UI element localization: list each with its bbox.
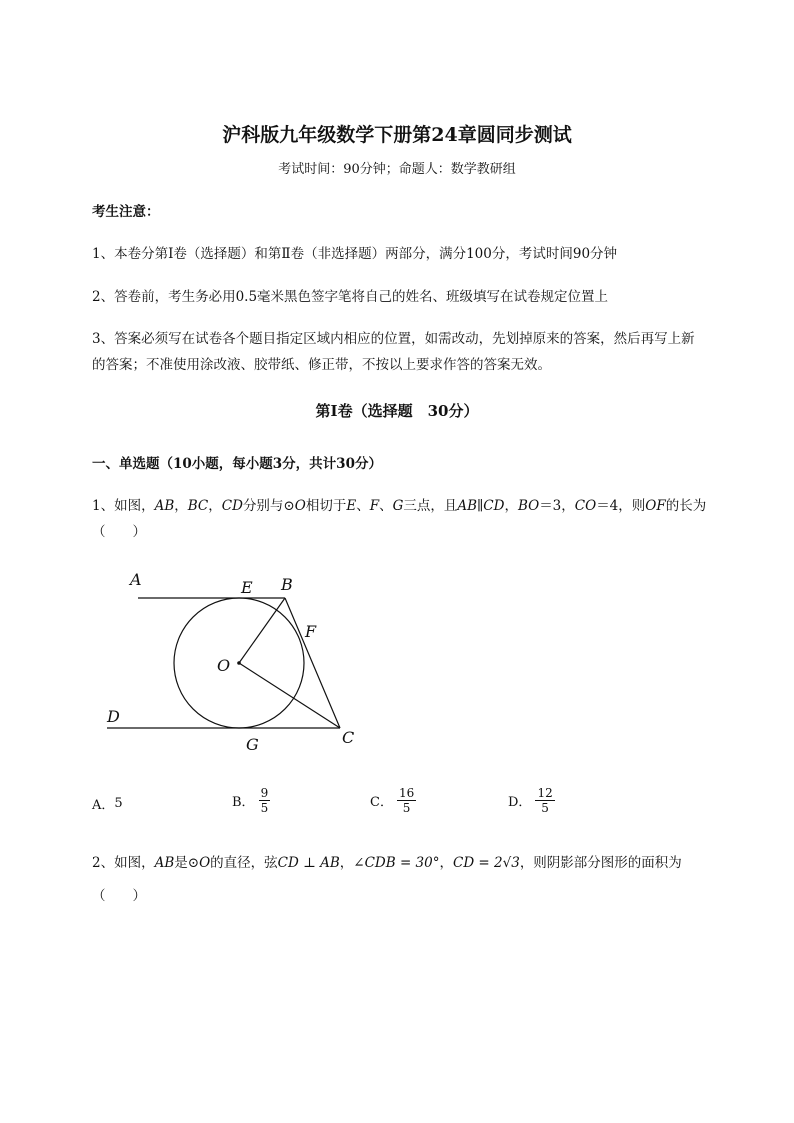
notice-heading: 考生注意： <box>92 204 160 220</box>
label-f: F <box>305 622 317 641</box>
page-title: 沪科版九年级数学下册第24章圆同步测试 <box>222 124 572 146</box>
section-title: 第Ⅰ卷（选择题 30分） <box>315 402 479 420</box>
label-c: C <box>342 728 355 747</box>
segment-oc <box>239 663 340 728</box>
option-c[interactable]: C． $\frac{16}{5}$ <box>370 786 415 815</box>
center-point <box>237 661 241 665</box>
part-heading: 一、单选题（10小题，每小题3分，共计30分） <box>92 456 382 472</box>
label-o: O <box>217 656 231 675</box>
notice-item-2: 2、答卷前，考生务必用0.5毫米黑色签字笔将自己的姓名、班级填写在试卷规定位置上 <box>92 289 609 305</box>
exam-info: 考试时间：90分钟；命题人：数学教研组 <box>278 162 516 177</box>
option-a[interactable]: A． 5 <box>92 796 123 813</box>
option-c-fraction: $\frac{16}{5}$ <box>398 786 415 815</box>
notice-item-3: 3、答案必须写在试卷各个题目指定区域内相应的位置，如需改动，先划掉原来的答案，然后再写上新 <box>92 331 695 347</box>
question-2-blank: （ ） <box>92 888 146 904</box>
label-d: D <box>107 707 120 726</box>
question-2-text: 2、如图，AB是⊙O的直径，弦CD ⊥ AB，∠CDB = 30°，CD = 2√3，则阴影部分图形的面积为 <box>92 855 682 871</box>
label-g: G <box>246 735 259 754</box>
question-1-figure <box>95 565 375 760</box>
label-b: B <box>281 575 293 594</box>
option-b[interactable]: B． $\frac{9}{5}$ <box>232 786 269 815</box>
label-a: A <box>130 570 142 589</box>
option-d-fraction: $\frac{12}{5}$ <box>537 786 553 815</box>
option-d[interactable]: D． $\frac{12}{5}$ <box>508 786 553 815</box>
tangent-line-bc <box>285 598 340 728</box>
question-1-text: 1、如图，AB，BC，CD分别与⊙O相切于E、F、G三点，且AB∥CD，BO＝3，CO＝4，则OF的长为 <box>92 498 707 514</box>
notice-item-1: 1、本卷分第Ⅰ卷（选择题）和第Ⅱ卷（非选择题）两部分，满分100分，考试时间90分钟 <box>92 246 618 262</box>
label-e: E <box>241 578 253 597</box>
option-b-fraction: $\frac{9}{5}$ <box>260 786 269 815</box>
segment-ob <box>239 598 285 663</box>
notice-item-3-cont: 的答案；不准使用涂改液、胶带纸、修正带，不按以上要求作答的答案无效。 <box>92 357 551 373</box>
question-1-blank: （ ） <box>92 524 146 540</box>
